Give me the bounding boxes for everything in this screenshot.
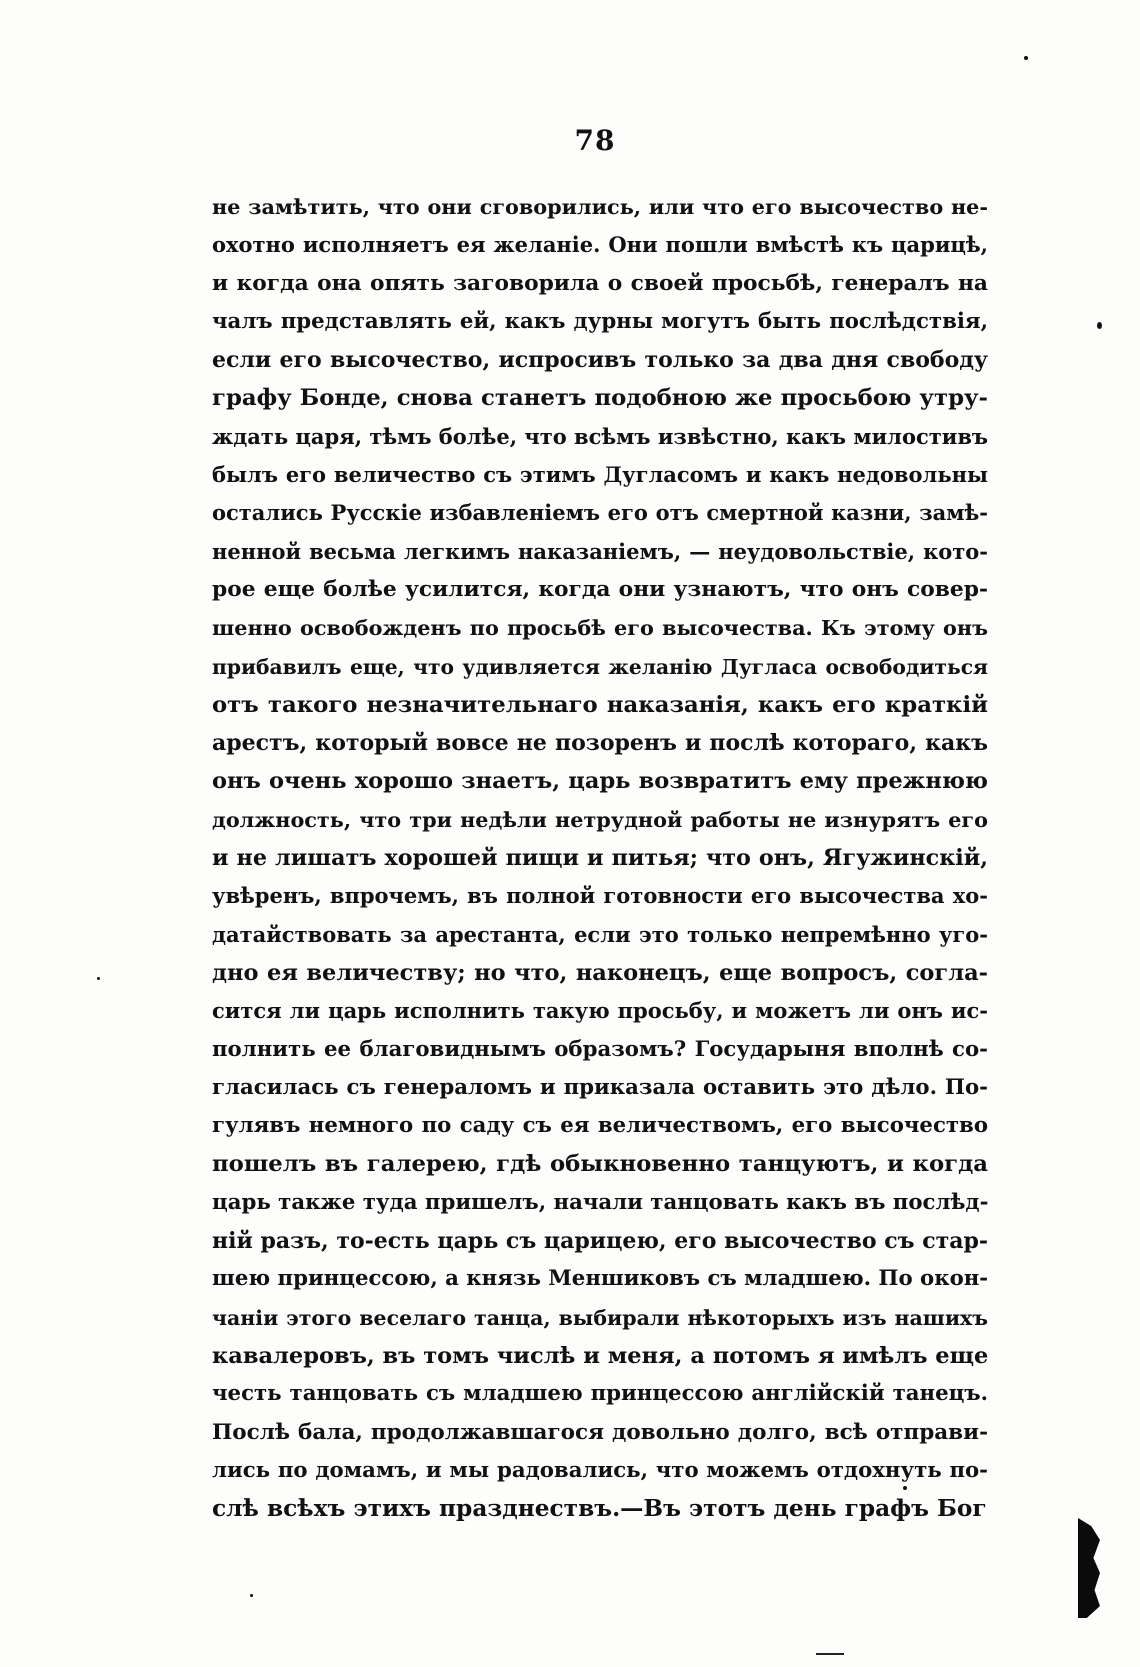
text-line-26: пошелъ въ галерею, гдѣ обыкновенно танцуютъ, и когда — [212, 1151, 988, 1178]
text-line-4: чалъ представлять ей, какъ дурны могутъ быть послѣдствія, — [212, 308, 988, 334]
text-line-9: остались Русскіе избавленіемъ его отъ смертной казни, замѣ- — [212, 500, 988, 526]
text-line-16: онъ очень хорошо знаетъ, царь возвратитъ ему прежнюю — [212, 768, 988, 795]
text-line-19: увѣренъ, впрочемъ, въ полной готовности его высочества хо- — [212, 883, 988, 909]
text-line-7: ждать царя, тѣмъ болѣе, что всѣмъ извѣстно, какъ милостивъ — [212, 423, 989, 449]
text-line-5: если его высочество, испросивъ только за два дня свободу — [212, 347, 988, 374]
text-line-24: гласилась съ генераломъ и приказала оставить это дѣло. По- — [212, 1074, 988, 1100]
scan-speck — [1024, 56, 1028, 60]
text-line-14: отъ такого незначительнаго наказанія, какъ его краткій — [212, 691, 988, 718]
text-line-27: царь также туда пришелъ, начали танцовать какъ въ послѣд- — [212, 1189, 989, 1215]
text-line-21: дно ея величеству; но что, наконецъ, еще вопросъ, согла- — [212, 959, 988, 986]
text-line-31: кавалеровъ, въ томъ числѣ и меня, а потомъ я имѣлъ еще — [212, 1342, 989, 1369]
text-line-1: не замѣтить, что они сговорились, или что его высочество не- — [212, 195, 988, 219]
text-line-15: арестъ, который вовсе не позоренъ и послѣ котораго, какъ — [212, 730, 988, 757]
scan-speck — [1097, 322, 1102, 329]
page-edge-mark — [1078, 1518, 1100, 1618]
text-line-11: рое еще болѣе усилится, когда они узнаютъ, что онъ совер- — [212, 576, 988, 602]
text-line-29: шею принцессою, а князь Меншиковъ съ младшею. По окон- — [212, 1266, 989, 1292]
body-text — [212, 188, 988, 1528]
text-line-30: чаніи этого веселаго танца, выбирали нѣкоторыхъ изъ нашихъ — [212, 1305, 988, 1330]
text-line-34: лись по домамъ, и мы радовались, что можемъ отдохнуть по- — [212, 1457, 988, 1483]
scan-speck — [250, 1594, 253, 1597]
text-line-2: охотно исполняетъ ея желаніе. Они пошли вмѣстѣ къ царицѣ, — [212, 232, 988, 258]
text-line-13: прибавилъ еще, что удивляется желанію Дугласа освободиться — [212, 654, 988, 679]
scan-speck — [903, 1486, 907, 1490]
text-line-20: датайствовать за арестанта, если это только непремѣнно уго- — [212, 921, 988, 947]
text-line-10: ненной весьма легкимъ наказаніемъ, — неудовольствіе, кото- — [212, 538, 988, 564]
text-line-12: шенно освобожденъ по просьбѣ его высочества. Къ этому онъ — [212, 616, 988, 641]
text-line-32: честь танцовать съ младшею принцессою англійскій танецъ. — [212, 1381, 988, 1407]
page-number: 78 — [574, 124, 616, 157]
text-line-35: слѣ всѣхъ этихъ празднествъ.—Въ этотъ день графъ Бог — [212, 1495, 987, 1523]
text-line-23: полнить ее благовиднымъ образомъ? Государыня вполнѣ со- — [212, 1036, 988, 1062]
text-line-33: Послѣ бала, продолжавшагося довольно долго, всѣ отправи- — [212, 1419, 988, 1445]
text-line-28: ній разъ, то-есть царь съ царицею, его высочество съ стар- — [212, 1228, 988, 1255]
text-line-8: былъ его величество съ этимъ Дугласомъ и какъ недовольны — [212, 462, 988, 488]
text-line-3: и когда она опять заговорила о своей просьбѣ, генералъ на — [212, 270, 988, 296]
bottom-rule — [816, 1653, 844, 1655]
text-line-25: гулявъ немного по саду съ ея величествомъ, его высочество — [212, 1113, 988, 1139]
text-line-17: должность, что три недѣли нетрудной работы не изнурятъ его — [212, 807, 988, 832]
text-line-22: сится ли царь исполнить такую просьбу, и можетъ ли онъ ис- — [212, 998, 988, 1024]
scan-speck — [97, 977, 100, 980]
text-line-18: и не лишатъ хорошей пищи и питья; что онъ, Ягужинскій, — [212, 845, 988, 872]
text-line-6: графу Бонде, снова станетъ подобною же просьбою утру- — [212, 385, 988, 412]
